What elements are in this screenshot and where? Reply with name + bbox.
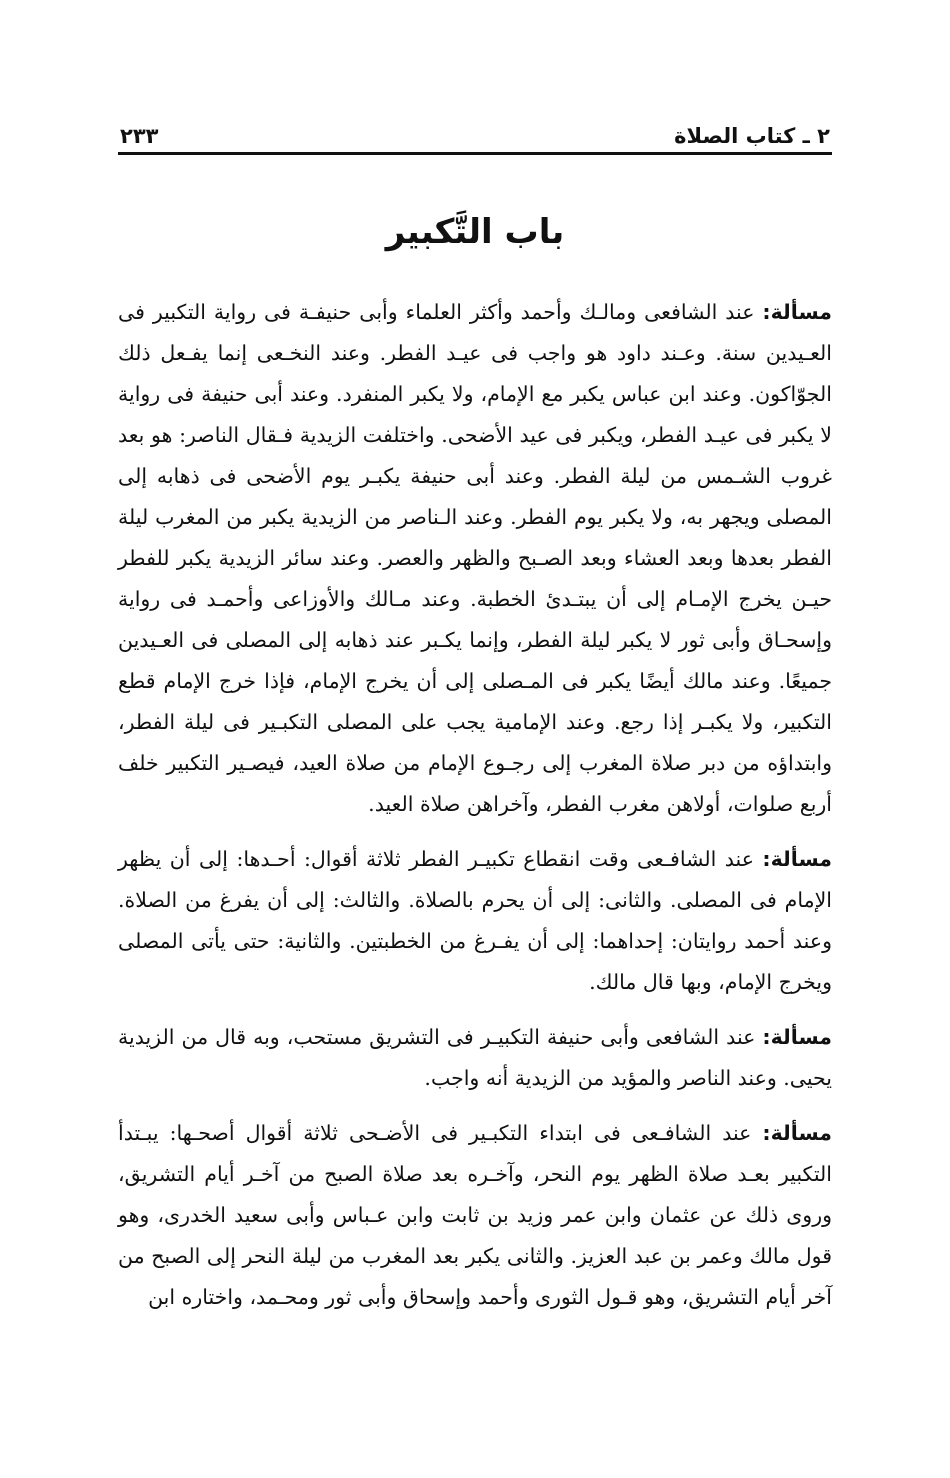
paragraph-text: عند الشافعى وأبى حنيفة التكبيـر فى التشريق مستحب، وبه قال من الزيدية يحيى. وعند الناصر والمؤيد من الزيدية أنه واجب. [118,1025,832,1090]
paragraph-text: عند الشافـعى وقت انقطاع تكبيـر الفطر ثلاثة أقوال: أحـدها: إلى أن يظهر الإمام فى المصلى. والثانى: إلى أن يحرم بالصلاة. والثالث: إلى أن يفرغ من الصلاة. وعند أحمد روايتان: إحداهما: إلى أن يفـرغ من الخطبتين. والثانية: حتى يأتى المصلى ويخرج الإمام، وبها قال مالك. [118,847,832,994]
paragraph-text: عند الشافعى ومالـك وأحمد وأكثر العلماء وأبى حنيفـة فى رواية التكبير فى العـيدين سنة. وعـند داود هو واجب فى عيـد الفطر. وعند النخـعى إنما يفـعل ذلك الجوّاكون. وعند ابن عباس يكبر مع الإمام، ولا يكبر المنفرد. وعند أبى حنيفة فى رواية لا يكبر فى عيـد الفطر، ويكبر فى عيد الأضحى. واختلفت الزيدية فـقال الناصر: هو بعد غروب الشـمس من ليلة الفطر. وعند أبى حنيفة يكبـر يوم الأضحى فى ذهابه إلى المصلى ويجهر به، ولا يكبر يوم الفطر. وعند الـناصر من الزيدية يكبر من المغرب ليلة الفطر بعدها وبعد العشاء وبعد الصـبح والظهر والعصر. وعند سائر الزيدية يكبر للفطر حيـن يخرج الإمـام إلى أن يبتـدئ الخطبة. وعند مـالك والأوزاعى وأحمـد فى رواية وإسحـاق وأبى ثور لا يكبر ليلة الفطر، وإنما يكـبر عند ذهابه إلى المصلى فى العـيدين جميعًا. وعند مالك أيضًا يكبر فى المـصلى إلى أن يخرج الإمام، فإذا خرج الإمام قطع التكبير، ولا يكبـر إذا رجع. وعند الإمامية يجب على المصلى التكبـير فى ليلة الفطر، وابتداؤه من دبر صلاة المغرب إلى رجـوع الإمام من صلاة العيد، فيصـير التكبير خلف أربع صلوات، أولاهن مغرب الفطر، وآخراهن صلاة العيد. [118,300,832,816]
paragraph [118,1017,832,1099]
issue-label: مسألة: [762,1025,832,1049]
chapter-title: باب التَّكبير [385,212,565,252]
paragraph [118,292,832,825]
issue-label: مسألة: [762,847,832,871]
paragraph [118,1113,832,1318]
paragraph-text: عند الشافـعى فى ابتداء التكبـير فى الأضـحى ثلاثة أقوال أصحـها: يبـتدأ التكبير بعـد صلاة الظهر يوم النحر، وآخـره بعد صلاة الصبح من آخـر أيام التشريق، وروى ذلك عن عثمان وابن عمر وزيد بن ثابت وابن عـباس وأبى سعيد الخدرى، وهو قول مالك وعمر بن عبد العزيز. والثانى يكبر بعد المغرب من ليلة النحر إلى الصبح من آخر أيام التشريق، وهو قـول الثورى وأحمد وإسحاق وأبى ثور ومحـمد، واختاره ابن [118,1121,832,1309]
running-header [120,112,830,148]
chapter-label: ٢ ـ كتاب الصلاة [674,124,830,148]
header-rule [118,152,832,155]
body-text [118,292,832,1332]
issue-label: مسألة: [762,300,832,324]
page-number: ٢٣٣ [120,124,159,148]
paragraph [118,839,832,1003]
issue-label: مسألة: [762,1121,832,1145]
